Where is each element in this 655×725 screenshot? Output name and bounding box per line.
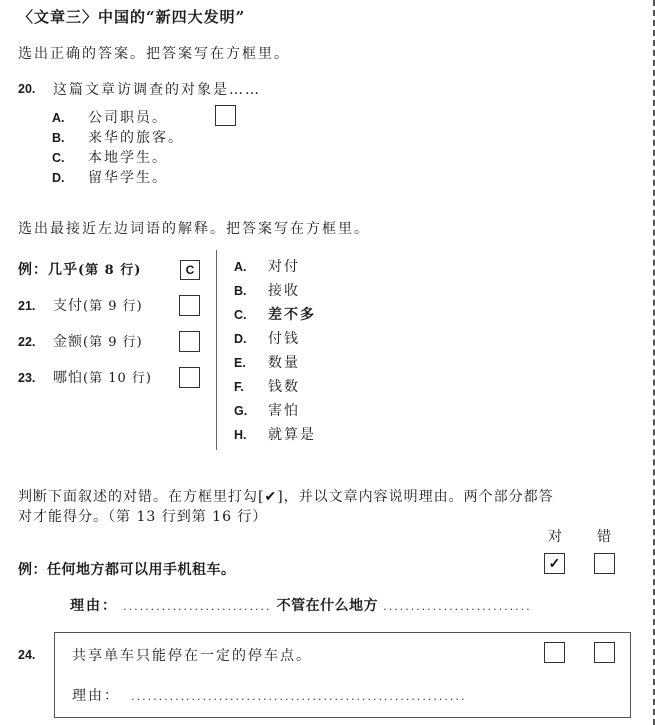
section2-instruction: 选出最接近左边词语的解释。把答案写在方框里。 [18, 221, 370, 237]
q23-answer-box[interactable] [179, 367, 200, 388]
q24-reason-dots[interactable]: ............................................................. [131, 690, 467, 703]
section3-instruction-line2: 对才能得分。（第 13 行到第 16 行） [18, 509, 268, 525]
option-d-text: 付钱 [268, 331, 300, 347]
option-g-letter: G. [234, 404, 248, 418]
q23-number: 23. [18, 371, 36, 385]
example-statement: 例：任何地方都可以用手机租车。 [18, 562, 236, 578]
q24-reason-label: 理由： [72, 688, 120, 704]
q21-word [53, 295, 143, 315]
example-reason-row [70, 595, 532, 615]
q24-statement: 共享单车只能停在一定的停车点。 [72, 648, 312, 664]
q22-ref: (第 9 行) [83, 335, 143, 350]
q20-option-d-letter: D. [52, 171, 65, 185]
section3-instruction-line1: 判断下面叙述的对错。在方框里打勾[✔]，并以文章内容说明理由。两个部分都答 [18, 489, 554, 505]
example-reason-label: 理由： [70, 598, 118, 614]
q24-reason-row [72, 685, 466, 705]
q20-answer-box[interactable] [215, 105, 236, 126]
option-b-text: 接收 [268, 283, 300, 299]
q22-number: 22. [18, 335, 36, 349]
q24-true-box[interactable] [544, 642, 565, 663]
option-e-letter: E. [234, 356, 246, 370]
section1-instruction: 选出正确的答案。把答案写在方框里。 [18, 46, 290, 62]
q21-ref: (第 9 行) [83, 299, 143, 314]
example-reason-text: 不管在什么地方 [276, 598, 379, 614]
option-a-text: 对付 [268, 259, 300, 275]
q23-ref: (第 10 行) [83, 371, 152, 386]
q23-word [53, 367, 152, 387]
option-h-letter: H. [234, 428, 247, 442]
q20-option-d-text: 留华学生。 [88, 170, 168, 186]
option-c-letter: C. [234, 308, 247, 322]
q21-number: 21. [18, 299, 36, 313]
q21-answer-box[interactable] [179, 295, 200, 316]
q23-word-text: 哪怕 [53, 370, 83, 386]
example-reason-dots-left: ........................... [123, 600, 272, 613]
option-a-letter: A. [234, 260, 247, 274]
q20-option-a-letter: A. [52, 111, 65, 125]
q20-option-b-text: 来华的旅客。 [88, 130, 184, 146]
q22-answer-box[interactable] [179, 331, 200, 352]
option-e-text: 数量 [268, 355, 300, 371]
option-b-letter: B. [234, 284, 247, 298]
q20-text: 这篇文章访调查的对象是…… [53, 82, 261, 98]
example-reason-dots-right: ........................... [383, 600, 532, 613]
q24-false-box[interactable] [594, 642, 615, 663]
example-word [18, 259, 141, 279]
option-f-text: 钱数 [268, 379, 300, 395]
q20-option-a-text: 公司职员。 [88, 110, 168, 126]
example-word-label: 例：几乎 [18, 262, 78, 278]
option-c-text: 差不多 [268, 307, 316, 323]
example-false-box [594, 553, 615, 574]
option-h-text: 就算是 [268, 427, 316, 443]
passage-title: 〈文章三〉中国的“新四大发明” [18, 8, 246, 26]
q20-number: 20. [18, 82, 36, 96]
example-answer-box: C [180, 260, 200, 280]
q22-word [53, 331, 143, 351]
column-header-false: 错 [597, 529, 613, 545]
column-header-true: 对 [548, 529, 564, 545]
option-g-text: 害怕 [268, 403, 300, 419]
q20-option-c-text: 本地学生。 [88, 150, 168, 166]
example-true-box: ✓ [544, 553, 565, 574]
q22-word-text: 金额 [53, 334, 83, 350]
option-d-letter: D. [234, 332, 247, 346]
q21-word-text: 支付 [53, 298, 83, 314]
vertical-divider [216, 250, 217, 450]
q20-option-c-letter: C. [52, 151, 65, 165]
option-f-letter: F. [234, 380, 244, 394]
example-word-ref: (第 8 行) [78, 263, 142, 278]
q24-number: 24. [18, 648, 36, 662]
q20-option-b-letter: B. [52, 131, 65, 145]
